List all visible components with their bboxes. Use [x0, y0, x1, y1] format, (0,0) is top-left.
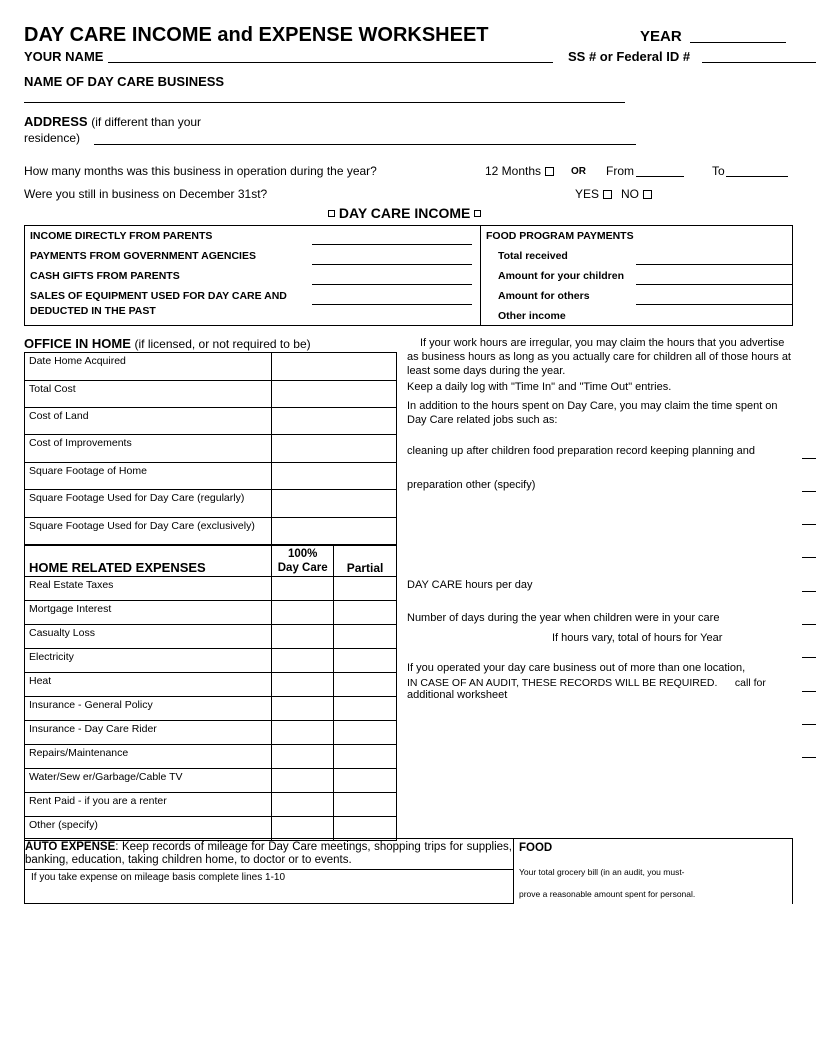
address-note-2: residence) [24, 131, 81, 145]
still-in-business-question: Were you still in business on December 31st? [24, 187, 268, 201]
expense-partial-cell[interactable] [334, 649, 397, 673]
expense-row-label: Rent Paid - if you are a renter [25, 793, 272, 817]
col-100-header-line2: Day Care [277, 562, 328, 574]
expense-full-cell[interactable] [272, 649, 334, 673]
col-100-header-line1: 100% [287, 548, 318, 560]
expense-full-cell[interactable] [272, 625, 334, 649]
office-row-label: Cost of Improvements [25, 435, 272, 463]
or-label: OR [571, 166, 586, 177]
expense-row-label: Repairs/Maintenance [25, 745, 272, 769]
office-row-value[interactable] [272, 518, 397, 545]
expense-row-label: Heat [25, 673, 272, 697]
income-gifts-label: CASH GIFTS FROM PARENTS [30, 270, 180, 282]
answer-line[interactable] [802, 657, 816, 658]
home-expenses-table [24, 545, 397, 841]
address-label: ADDRESS [24, 114, 88, 129]
expense-partial-cell[interactable] [334, 601, 397, 625]
amount-others-label: Amount for others [498, 290, 590, 302]
multi-location-line-2 [407, 677, 766, 689]
address-field[interactable] [94, 144, 636, 145]
bullet-icon [474, 210, 481, 217]
answer-line[interactable] [802, 458, 816, 459]
amount-your-children-field[interactable] [636, 284, 793, 285]
expense-partial-cell[interactable] [334, 793, 397, 817]
expense-row-label: Water/Sew er/Garbage/Cable TV [25, 769, 272, 793]
expense-row-label: Electricity [25, 649, 272, 673]
office-row-value[interactable] [272, 408, 397, 435]
expense-full-cell[interactable] [272, 577, 334, 601]
income-divider [480, 225, 481, 326]
expense-partial-cell[interactable] [334, 673, 397, 697]
expense-row-label: Mortgage Interest [25, 601, 272, 625]
income-heading: DAY CARE INCOME [338, 205, 471, 221]
answer-line[interactable] [802, 491, 816, 492]
to-label: To [712, 164, 725, 178]
food-box-right [792, 838, 793, 904]
expense-full-cell[interactable] [272, 769, 334, 793]
address-note: (if different than your [91, 115, 202, 129]
audit-warning: IN CASE OF AN AUDIT, THESE RECORDS WILL BE REQUIRED. [407, 677, 718, 689]
office-row-label: Square Footage Used for Day Care (regularly) [25, 490, 272, 518]
income-parents-label: INCOME DIRECTLY FROM PARENTS [30, 230, 213, 242]
expense-partial-cell[interactable] [334, 769, 397, 793]
hours-jobs-line-1: cleaning up after children food preparation record keeping planning and [407, 445, 755, 457]
office-row-label: Square Footage Used for Day Care (exclusively) [25, 518, 272, 545]
twelve-months-option[interactable] [485, 164, 554, 178]
office-table [24, 352, 397, 545]
expense-row-label: Insurance - Day Care Rider [25, 721, 272, 745]
office-row-value[interactable] [272, 435, 397, 463]
income-equipment-label-2: DEDUCTED IN THE PAST [30, 305, 156, 317]
expense-full-cell[interactable] [272, 697, 334, 721]
bullet-icon [328, 210, 335, 217]
answer-line[interactable] [802, 757, 816, 758]
hours-per-day-label: DAY CARE hours per day [407, 579, 533, 591]
twelve-months-label: 12 Months [485, 164, 542, 178]
hours-paragraph-1: If your work hours are irregular, you may claim the hours that you advertise as business hours as long as you actually care for children all of those hours at least some days during the year. [407, 337, 791, 377]
expense-full-cell[interactable] [272, 793, 334, 817]
expense-full-cell[interactable] [272, 745, 334, 769]
multi-location-line-4: additional worksheet [407, 689, 508, 701]
expense-full-cell[interactable] [272, 673, 334, 697]
income-equipment-label: SALES OF EQUIPMENT USED FOR DAY CARE AND [30, 290, 287, 302]
twelve-months-checkbox[interactable] [545, 167, 554, 176]
col-partial-header: Partial [334, 546, 397, 577]
total-received-field[interactable] [636, 264, 793, 265]
office-row-value[interactable] [272, 463, 397, 490]
income-government-field[interactable] [312, 264, 472, 265]
answer-line[interactable] [802, 691, 816, 692]
your-name-field[interactable] [108, 62, 553, 63]
expense-partial-cell[interactable] [334, 625, 397, 649]
yes-checkbox[interactable] [603, 190, 612, 199]
answer-line[interactable] [802, 624, 816, 625]
amount-your-children-label: Amount for your children [498, 270, 624, 282]
expense-row-label: Insurance - General Policy [25, 697, 272, 721]
answer-line[interactable] [802, 524, 816, 525]
answer-line[interactable] [802, 591, 816, 592]
office-row-label: Square Footage of Home [25, 463, 272, 490]
no-checkbox[interactable] [643, 190, 652, 199]
office-row-label: Total Cost [25, 381, 272, 408]
food-label: FOOD [519, 842, 553, 854]
expense-full-cell[interactable] [272, 601, 334, 625]
expense-partial-cell[interactable] [334, 697, 397, 721]
income-heading-group [328, 205, 481, 221]
office-row-value[interactable] [272, 381, 397, 408]
business-name-field[interactable] [24, 102, 625, 103]
expense-row-label: Casualty Loss [25, 625, 272, 649]
hours-vary-label: If hours vary, total of hours for Year [552, 632, 723, 644]
expense-partial-cell[interactable] [334, 817, 397, 841]
total-received-label: Total received [498, 250, 568, 262]
from-field[interactable] [636, 176, 684, 177]
business-name-label: NAME OF DAY CARE BUSINESS [24, 74, 225, 89]
income-gifts-field[interactable] [312, 284, 472, 285]
expense-row-label: Other (specify) [25, 817, 272, 841]
days-per-year-label: Number of days during the year when children were in your care [407, 612, 720, 624]
food-box-top [514, 838, 793, 839]
office-row-label: Date Home Acquired [25, 353, 272, 381]
ss-label: SS # or Federal ID # [568, 49, 691, 64]
food-line-1: Your total grocery bill (in an audit, you must- [519, 867, 685, 877]
expense-full-cell[interactable] [272, 817, 334, 841]
home-expenses-heading: HOME RELATED EXPENSES [25, 546, 272, 577]
yes-label: YES [575, 187, 600, 201]
income-parents-field[interactable] [312, 244, 472, 245]
amount-others-field[interactable] [636, 304, 793, 305]
year-field[interactable] [690, 42, 786, 43]
expense-partial-cell[interactable] [334, 745, 397, 769]
auto-expense-label: AUTO EXPENSE [25, 841, 116, 853]
page-title: DAY CARE INCOME and EXPENSE WORKSHEET [24, 24, 489, 46]
yes-option[interactable] [575, 187, 612, 201]
col-100-header [272, 546, 334, 577]
hours-paragraph-2: Keep a daily log with "Time In" and "Time Out" entries. [407, 381, 672, 393]
office-heading-note: (if licensed, or not required to be) [134, 337, 311, 351]
year-label: YEAR [640, 28, 682, 45]
to-field[interactable] [726, 176, 788, 177]
office-heading-group [24, 336, 311, 351]
answer-line[interactable] [802, 557, 816, 558]
ss-field[interactable] [702, 62, 816, 63]
answer-line[interactable] [802, 724, 816, 725]
hours-jobs-line-2: preparation other (specify) [407, 479, 536, 491]
income-government-label: PAYMENTS FROM GOVERNMENT AGENCIES [30, 250, 256, 262]
food-line-2: prove a reasonable amount spent for personal. [519, 889, 696, 899]
expense-row-label: Real Estate Taxes [25, 577, 272, 601]
call-for-text: call for [734, 677, 766, 689]
expense-partial-cell[interactable] [334, 721, 397, 745]
months-question: How many months was this business in operation during the year? [24, 164, 377, 178]
auto-expense-text-block [25, 841, 512, 867]
multi-location-line-1: If you operated your day care business out of more than one location, [407, 662, 746, 674]
other-income-label: Other income [498, 310, 566, 322]
no-option[interactable] [621, 187, 652, 201]
auto-expense-text: : Keep records of mileage for Day Care meetings, shopping trips for supplies, banking, education, taking children home, to doctor or to events. [25, 841, 512, 866]
mileage-note: If you take expense on mileage basis complete lines 1-10 [31, 872, 286, 883]
expense-partial-cell[interactable] [334, 577, 397, 601]
from-label: From [606, 164, 634, 178]
income-equipment-field[interactable] [312, 304, 472, 305]
office-row-value[interactable] [272, 353, 397, 381]
expense-full-cell[interactable] [272, 721, 334, 745]
hours-paragraph-3: In addition to the hours spent on Day Care, you may claim the time spent on Day Care related jobs such as: [407, 400, 778, 426]
address-label-group [24, 114, 201, 129]
food-program-label: FOOD PROGRAM PAYMENTS [486, 230, 634, 242]
office-heading: OFFICE IN HOME [24, 336, 131, 351]
office-row-label: Cost of Land [25, 408, 272, 435]
office-row-value[interactable] [272, 490, 397, 518]
auto-expense-divider [24, 869, 514, 870]
no-label: NO [621, 187, 639, 201]
your-name-label: YOUR NAME [24, 49, 104, 64]
